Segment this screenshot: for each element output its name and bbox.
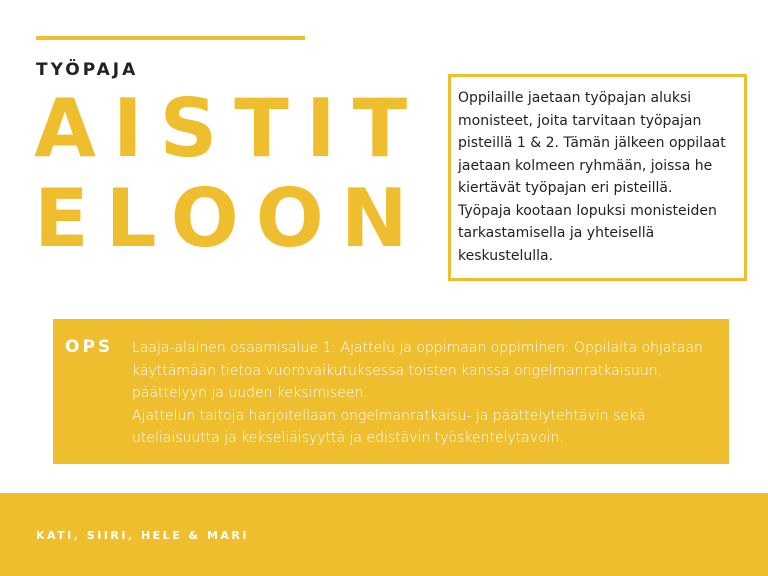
title-line-1: AISTIT bbox=[34, 82, 425, 175]
ops-panel bbox=[53, 319, 729, 464]
ops-label: OPS bbox=[65, 337, 114, 357]
description-paragraph-1: Oppilaille jaetaan työpajan aluksi monisteet, joita tarvitaan työpajan pisteillä 1 & 2. Tämän jälkeen oppilaat jaetaan kolmeen ryhmään, joissa he kiertävät työpajan eri pisteillä. bbox=[458, 90, 726, 196]
footer-bar bbox=[0, 493, 768, 576]
ops-paragraph-1: Laaja-alainen osaamisalue 1: Ajattelu ja oppimaan oppiminen: Oppilaita ohjataan käyttämään tietoa vuorovaikutuksessa toisten kanssa ongelmanratkaisuun, päättelyyn ja uuden keksimiseen. bbox=[132, 340, 703, 401]
kicker-label: TYÖPAJA bbox=[36, 60, 139, 80]
authors-credit: KATI, SIIRI, HELE & MARI bbox=[36, 529, 249, 542]
description-box bbox=[448, 74, 747, 281]
title-line-2: ELOON bbox=[34, 172, 425, 265]
page-title bbox=[34, 84, 425, 264]
description-paragraph-2: Työpaja kootaan lopuksi monisteiden tarkastamisella ja yhteisellä keskustelulla. bbox=[458, 202, 717, 264]
ops-paragraph-2: Ajattelun taitoja harjoitellaan ongelmanratkaisu- ja päättelytehtävin sekä uteliaisuutta ja kekseliäisyyttä ja edistävin työskentelytavoin. bbox=[132, 407, 646, 446]
top-accent-rule bbox=[36, 36, 305, 40]
ops-text bbox=[132, 337, 722, 450]
